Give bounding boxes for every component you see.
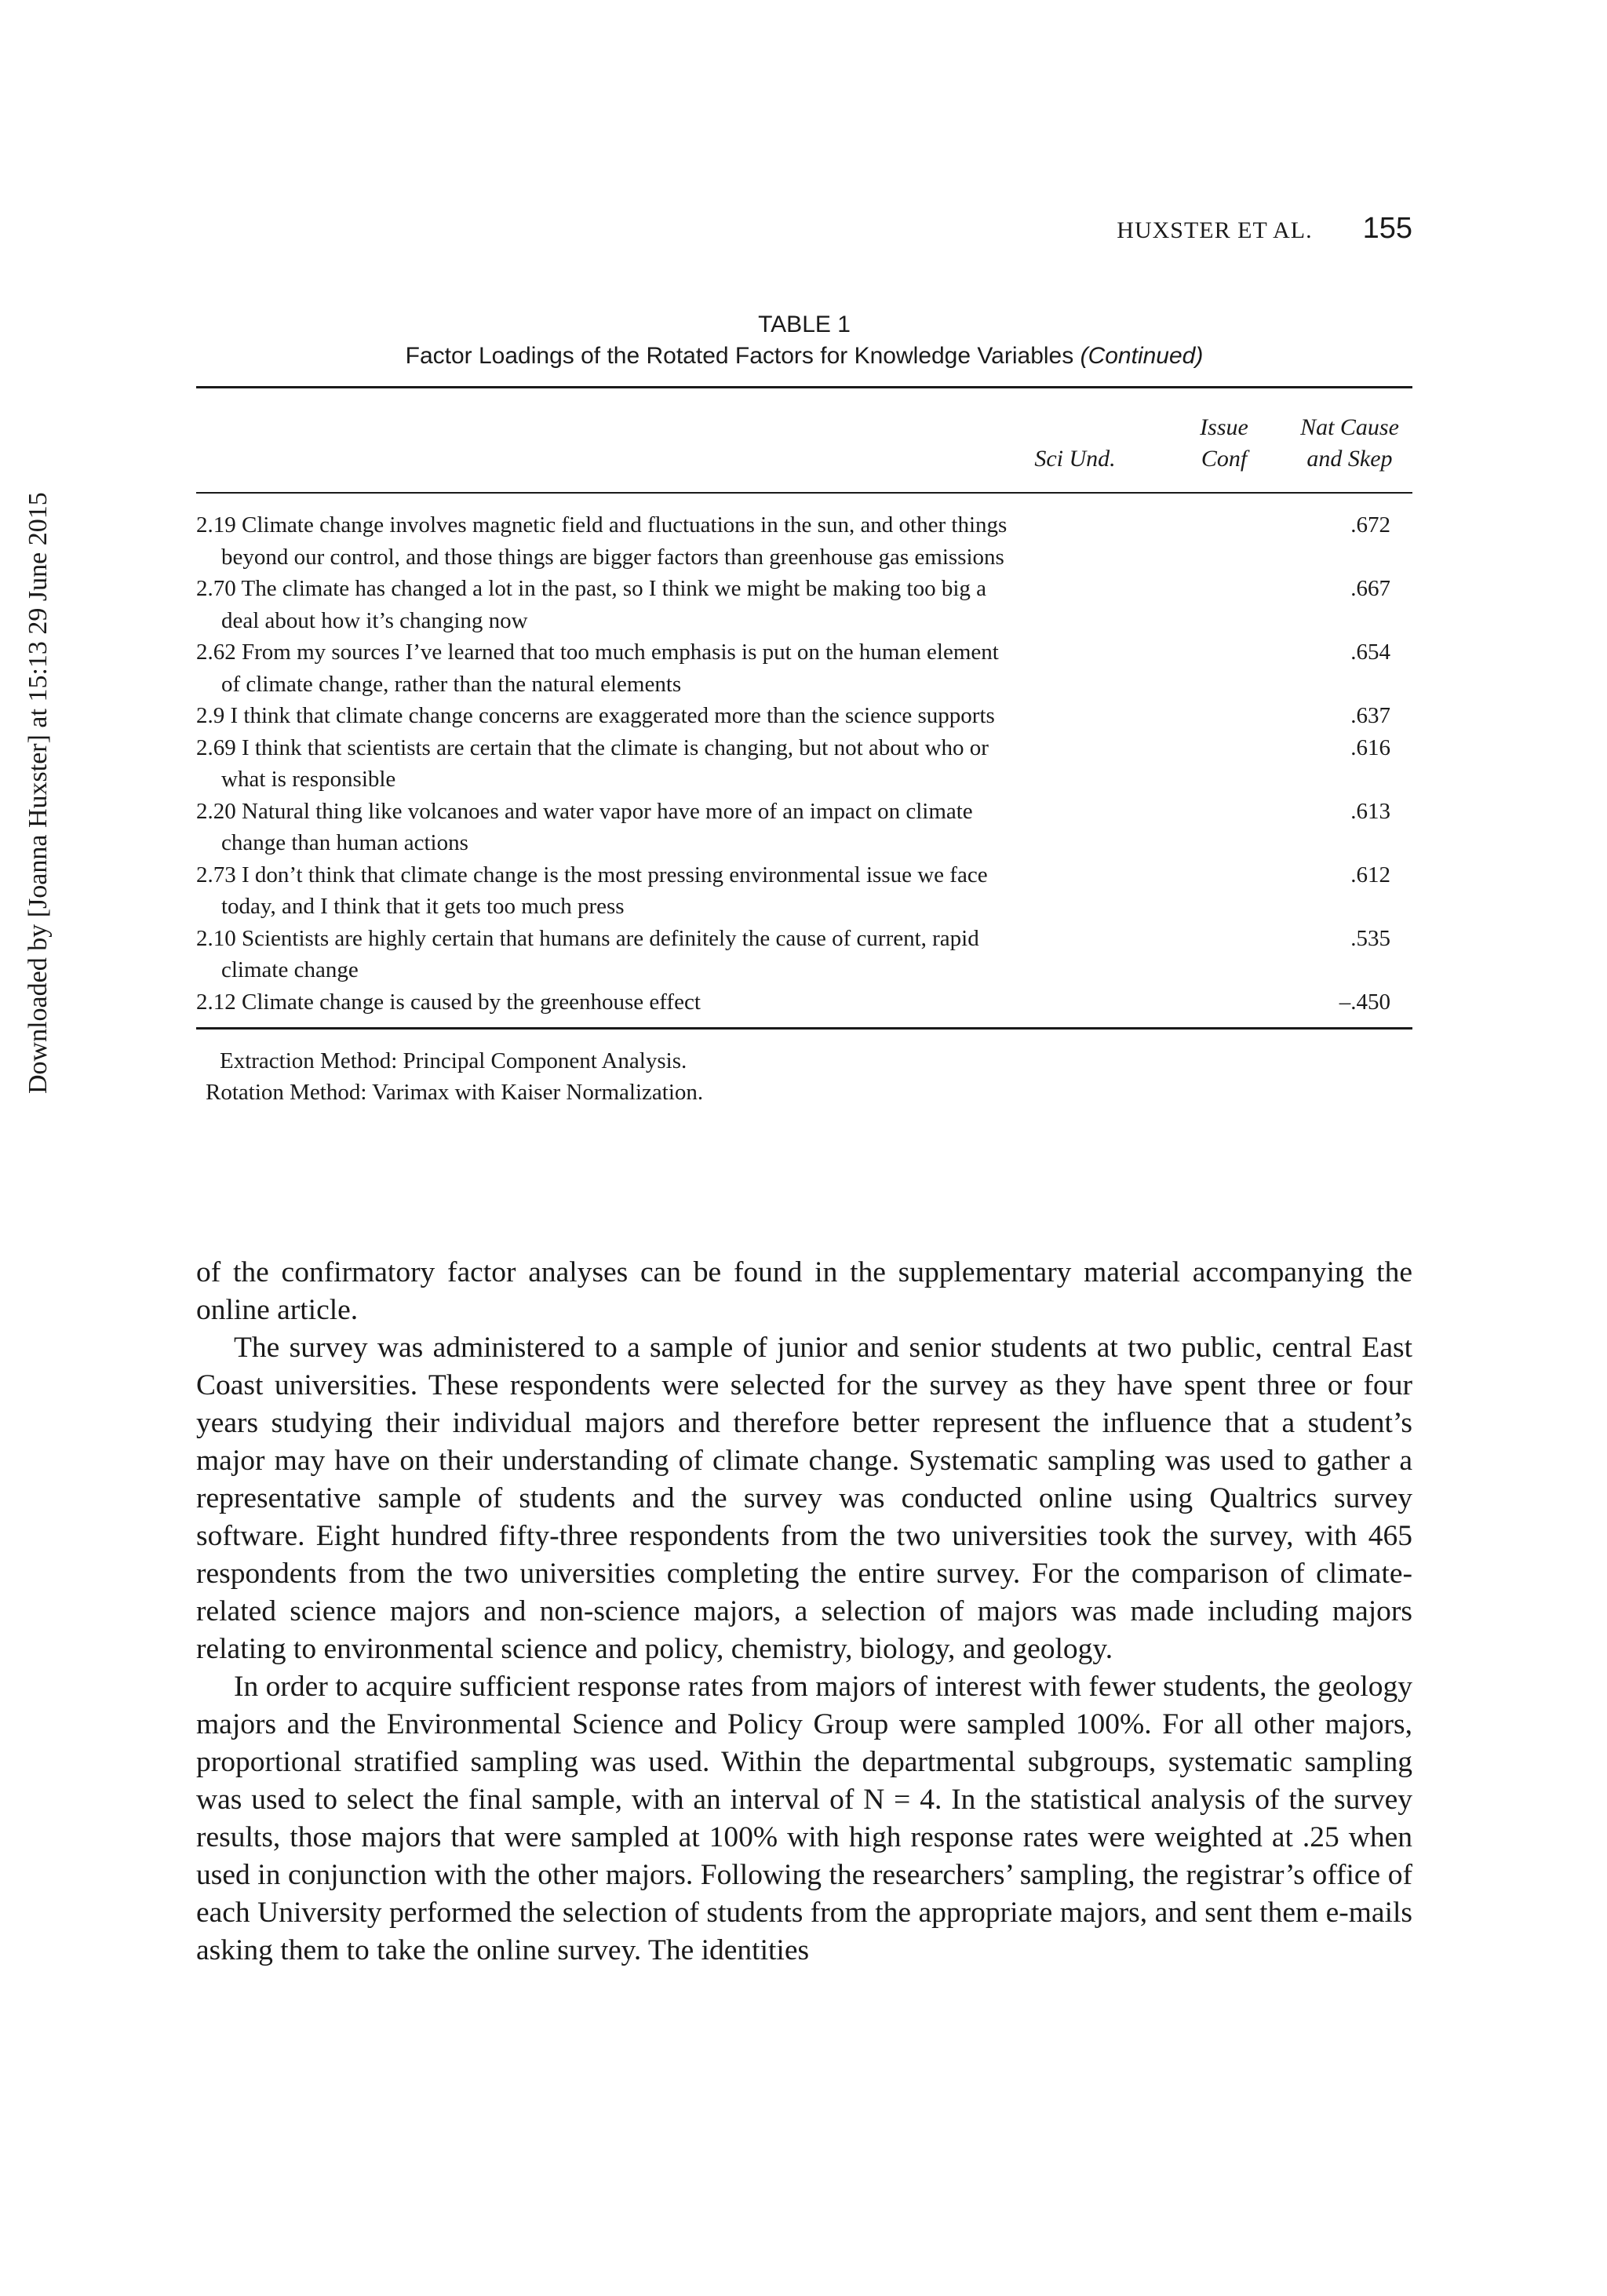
table-row-item: 2.10 Scientists are highly certain that humans are definitely the cause of current, rapid climate change xyxy=(196,925,979,982)
factor-loadings-table xyxy=(196,309,1412,1108)
table-notes xyxy=(196,1045,1412,1108)
page-number: 155 xyxy=(1362,212,1412,245)
body-text xyxy=(196,1254,1412,1970)
table-row xyxy=(196,700,1412,732)
column-header-issue-conf-line1: Issue xyxy=(1200,414,1248,440)
table-caption-text: Factor Loadings of the Rotated Factors for Knowledge Variables xyxy=(405,343,1074,369)
table-note-rotation: Rotation Method: Varimax with Kaiser Normalization. xyxy=(206,1080,704,1105)
table-row xyxy=(196,986,1412,1019)
column-header-nat-cause xyxy=(1287,412,1412,475)
table-row-value: .667 xyxy=(1350,576,1390,601)
table-row-item: 2.20 Natural thing like volcanoes and water vapor have more of an impact on climate change than human actions xyxy=(196,798,973,855)
table-header xyxy=(196,399,1412,492)
table-row-item: 2.12 Climate change is caused by the greenhouse effect xyxy=(196,989,701,1015)
table-row-value: .672 xyxy=(1350,512,1390,538)
table-row xyxy=(196,573,1412,636)
table-row-item: 2.9 I think that climate change concerns are exaggerated more than the science supports xyxy=(196,703,995,728)
table-row xyxy=(196,859,1412,923)
column-header-issue-conf-line2: Conf xyxy=(1201,446,1248,472)
table-bottom-rule xyxy=(196,1027,1412,1030)
table-row-item: 2.70 The climate has changed a lot in the past, so I think we might be making too big a deal about how it’s changing now xyxy=(196,576,986,633)
table-row-item: 2.19 Climate change involves magnetic field and fluctuations in the sun, and other things beyond our control, and those things are bigger factors than greenhouse gas emissions xyxy=(196,512,1008,570)
body-paragraph: In order to acquire sufficient response rates from majors of interest with fewer students, the geology majors and the Environmental Science and Policy Group were sampled 100%. For all other majors, proportional stratified sampling was used. Within the departmental subgroups, systematic sampling was used to select the final sample, with an interval of N = 4. In the statistical analysis of the survey results, those majors that were sampled at 100% with high response rates were weighted at .25 when used in conjunction with the other majors. Following the researchers’ sampling, the registrar’s office of each University performed the selection of students from the appropriate majors, and sent them e-mails asking them to take the online survey. The identities xyxy=(196,1671,1412,1966)
table-row-value: .535 xyxy=(1350,925,1390,951)
running-head xyxy=(1117,212,1412,246)
table-row-value: .613 xyxy=(1350,798,1390,824)
column-header-issue-conf xyxy=(1169,412,1279,475)
table-row xyxy=(196,732,1412,796)
table-row xyxy=(196,636,1412,700)
table-row-value: .616 xyxy=(1350,734,1390,760)
table-row-item: 2.62 From my sources I’ve learned that too much emphasis is put on the human element of climate change, rather than the natural elements xyxy=(196,640,999,697)
table-row-item: 2.73 I don’t think that climate change is the most pressing environmental issue we face today, and I think that it gets too much press xyxy=(196,862,988,919)
download-watermark-text: Downloaded by [Joanna Huxster] at 15:13 29 June 2015 xyxy=(24,492,53,1094)
table-caption-suffix: (Continued) xyxy=(1080,343,1204,369)
body-paragraph: The survey was administered to a sample of junior and senior students at two public, central East Coast universities. These respondents were selected for the survey as they have spent three or four years studying their individual majors and therefore better represent the influence that a student’s major may have on their understanding of climate change. Systematic sampling was used to gather a representative sample of students and the survey was conducted online using Qualtrics survey software. Eight hundred fifty-three respondents from the two universities took the survey, with 465 respondents from the two universities completing the entire survey. For the comparison of climate-related science majors and non-science majors, a selection of majors was made including majors relating to environmental science and policy, chemistry, biology, and geology. xyxy=(196,1332,1412,1665)
table-row-value: –.450 xyxy=(1339,989,1390,1015)
table-body xyxy=(196,494,1412,1027)
table-top-rule xyxy=(196,386,1412,388)
table-row-value: .654 xyxy=(1350,640,1390,665)
running-head-author: HUXSTER ET AL. xyxy=(1117,217,1313,243)
table-note-extraction: Extraction Method: Principal Component Analysis. xyxy=(220,1048,687,1073)
table-label: TABLE 1 xyxy=(758,312,851,337)
column-header-nat-cause-line2: and Skep xyxy=(1306,446,1393,472)
column-header-sci-und: Sci Und. xyxy=(1034,446,1116,472)
table-row xyxy=(196,796,1412,859)
column-header-nat-cause-line1: Nat Cause xyxy=(1300,414,1399,440)
table-row-value: .637 xyxy=(1350,703,1390,728)
table-row-value: .612 xyxy=(1350,862,1390,887)
table-row xyxy=(196,509,1412,573)
table-row xyxy=(196,923,1412,986)
table-row-item: 2.69 I think that scientists are certain that the climate is changing, but not about who or what is responsible xyxy=(196,734,989,792)
table-caption xyxy=(196,341,1412,372)
body-paragraph: of the confirmatory factor analyses can be found in the supplementary material accompanying the online article. xyxy=(196,1256,1412,1326)
